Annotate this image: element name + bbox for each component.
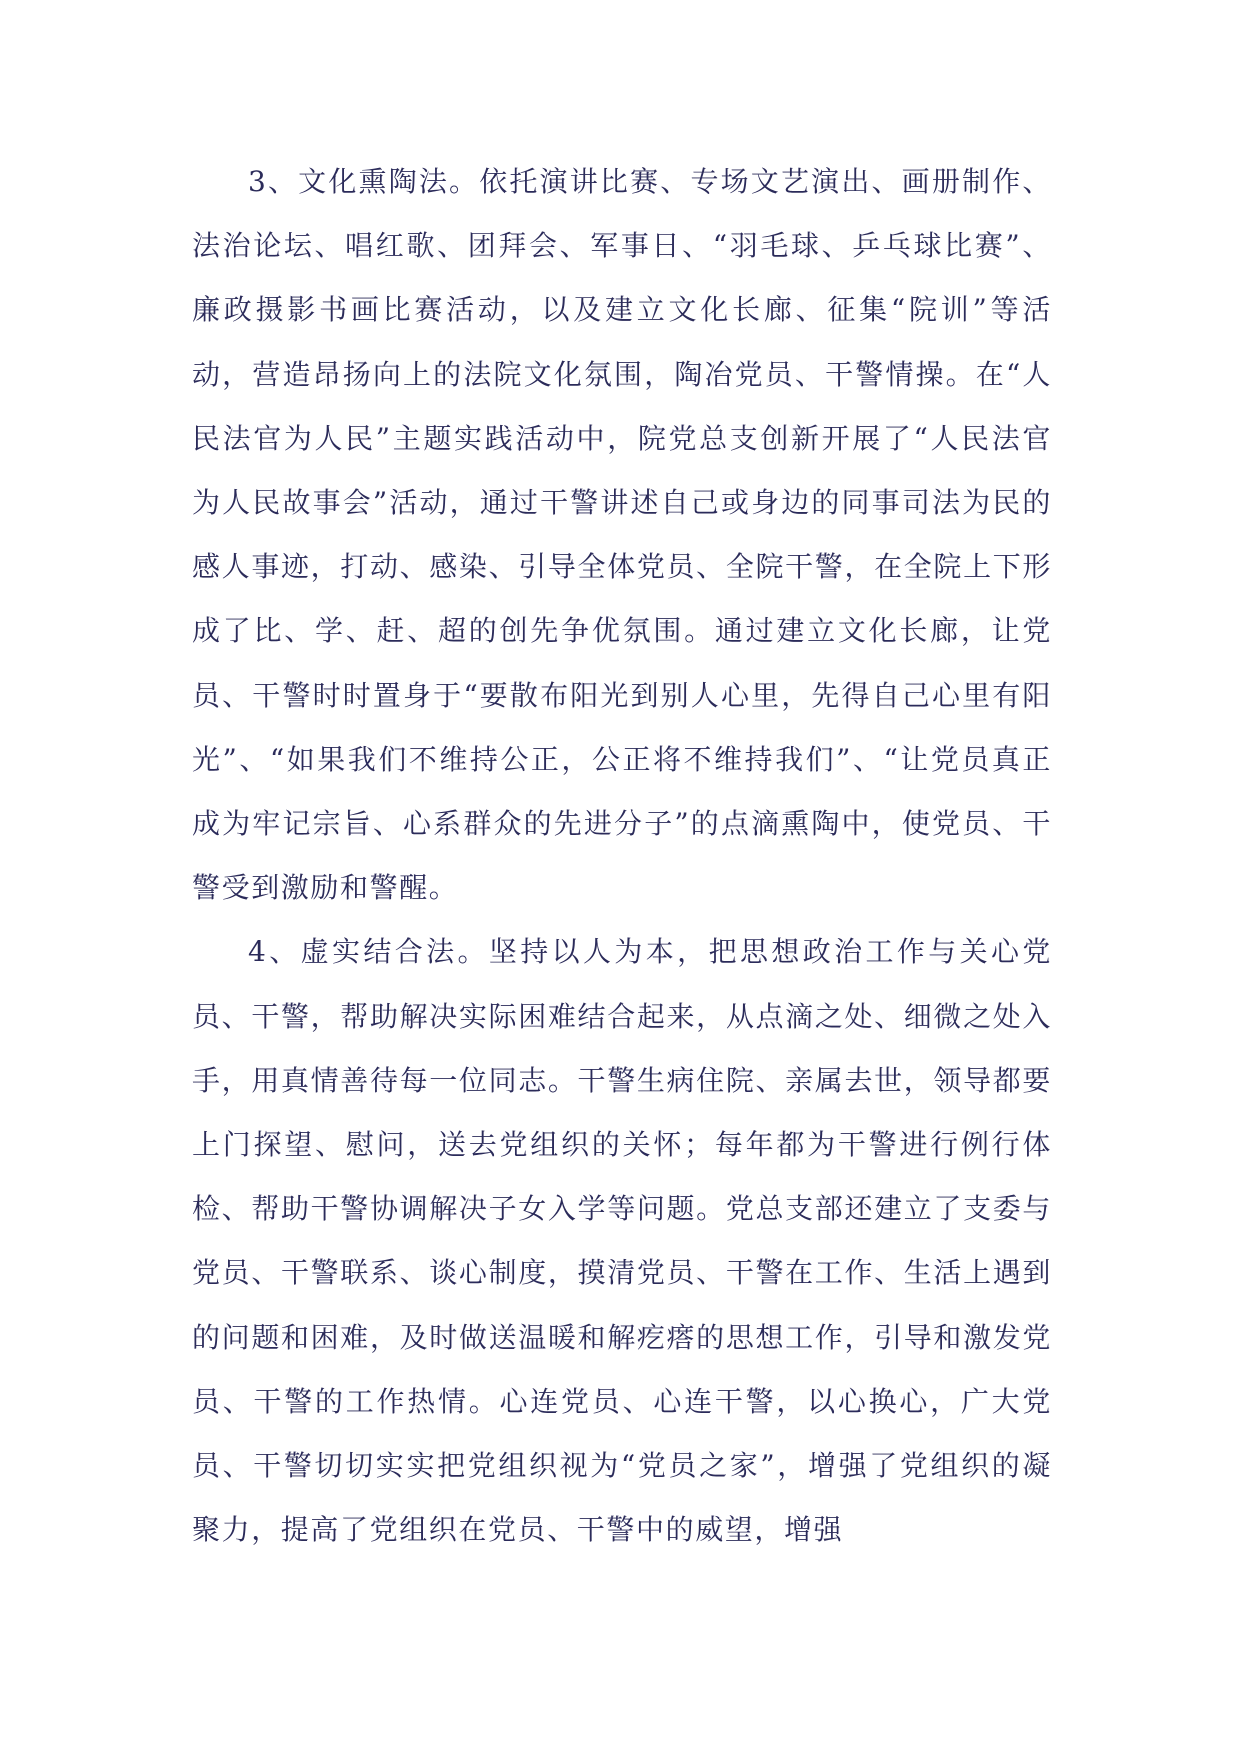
paragraph-culture-method: 3、文化熏陶法。依托演讲比赛、专场文艺演出、画册制作、法治论坛、唱红歌、团拜会、军事日、“羽毛球、乒乓球比赛”、廉政摄影书画比赛活动，以及建立文化长廊、征集“院训”等活动，营造昂扬向上的法院文化氛围，陶冶党员、干警情操。在“人民法官为人民”主题实践活动中，院党总支创新开展了“人民法官为人民故事会”活动，通过干警讲述自己或身边的同事司法为民的感人事迹，打动、感染、引导全体党员、全院干警，在全院上下形成了比、学、赶、超的创先争优氛围。通过建立文化长廊，让党员、干警时时置身于“要散布阳光到别人心里，先得自己心里有阳光”、“如果我们不维持公正，公正将不维持我们”、“让党员真正成为牢记宗旨、心系群众的先进分子”的点滴熏陶中，使党员、干警受到激励和警醒。	[192, 165, 1052, 905]
paragraph-combination-method: 4、虚实结合法。坚持以人为本，把思想政治工作与关心党员、干警，帮助解决实际困难结合起来，从点滴之处、细微之处入手，用真情善待每一位同志。干警生病住院、亲属去世，领导都要上门探望、慰问，送去党组织的关怀；每年都为干警进行例行体检、帮助干警协调解决子女入学等问题。党总支部还建立了支委与党员、干警联系、谈心制度，摸清党员、干警在工作、生活上遇到的问题和困难，及时做送温暖和解疙瘩的思想工作，引导和激发党员、干警的工作热情。心连党员、心连干警，以心换心，广大党员、干警切切实实把党组织视为“党员之家”，增强了党组织的凝聚力，提高了党组织在党员、干警中的威望，增强	[192, 935, 1052, 1547]
document-body	[192, 150, 1052, 1562]
